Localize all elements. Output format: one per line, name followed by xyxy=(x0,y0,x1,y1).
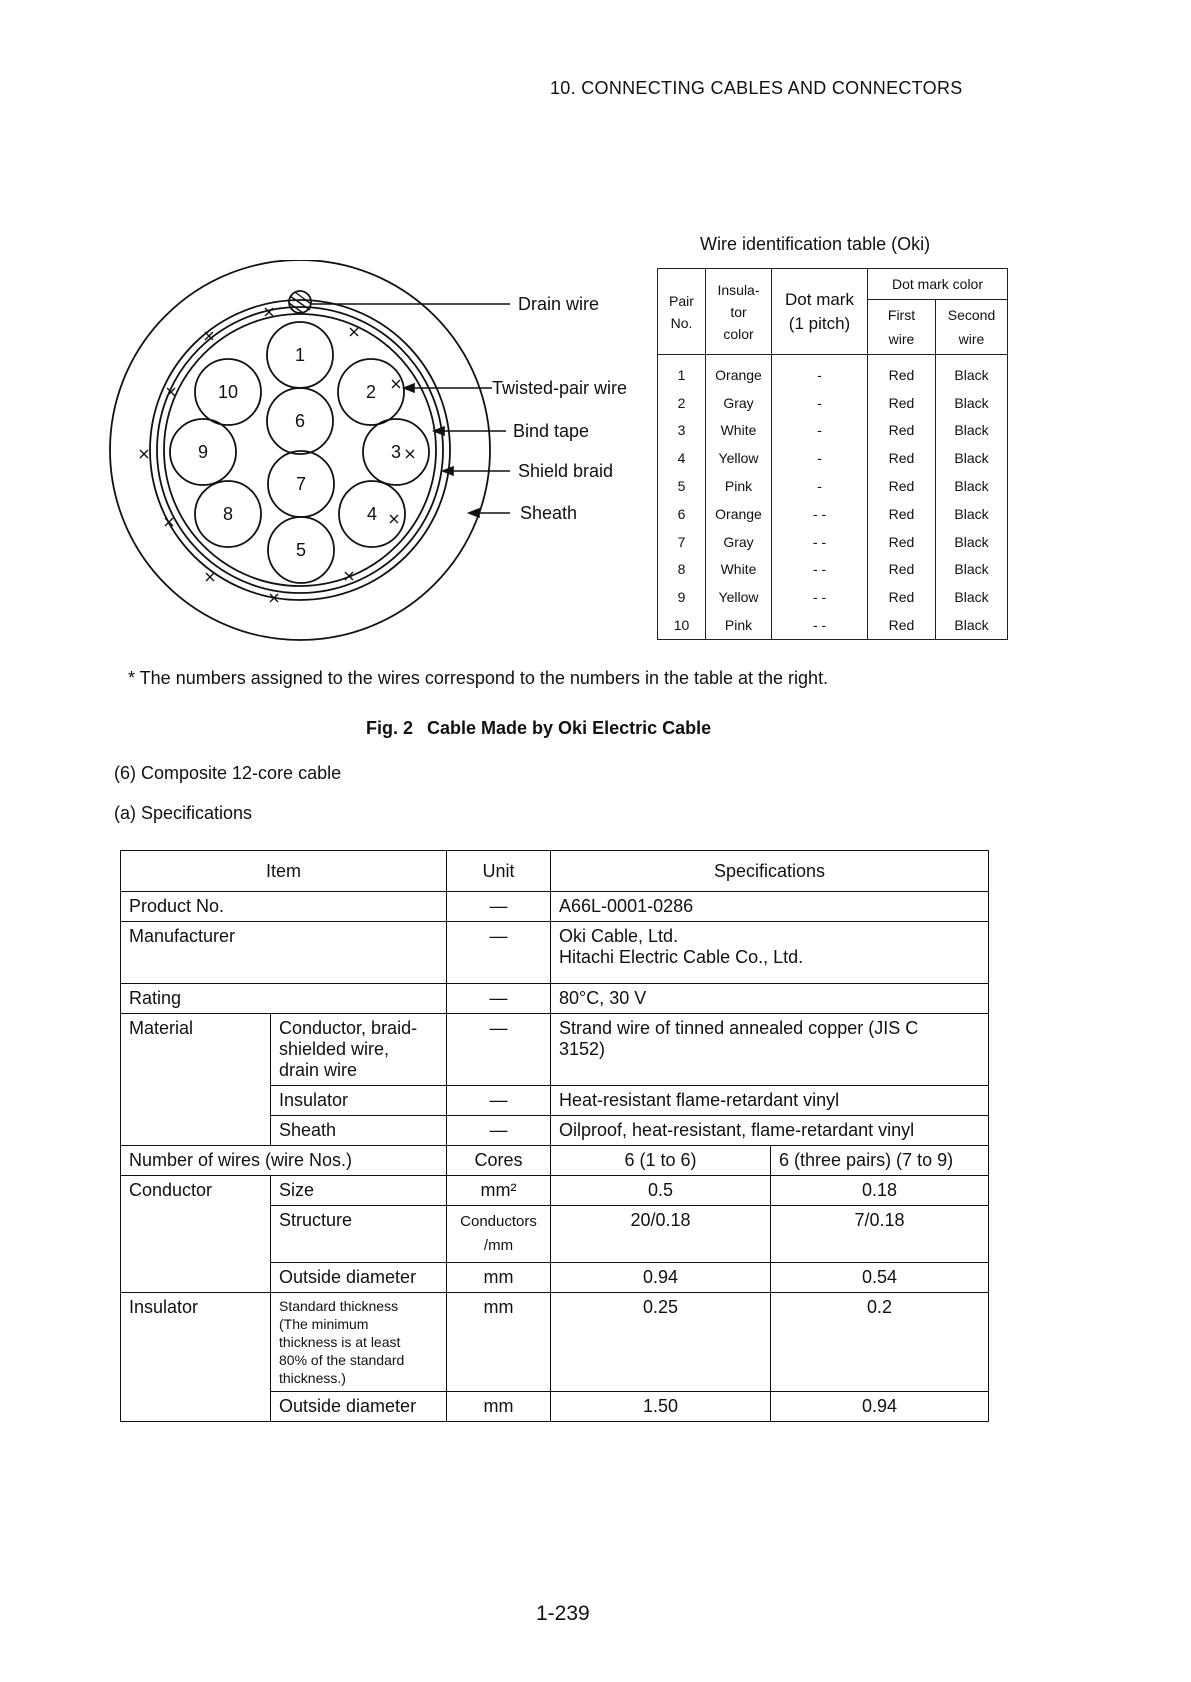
wire-table-cell-second: Black xyxy=(936,389,1008,417)
wire-table-cell-first: Red xyxy=(868,472,936,500)
wire-table-cell-second: Black xyxy=(936,583,1008,611)
row-insulator-thickness: Insulator Standard thickness (The minimum thickness is at least 80% of the standard thickness.) mm 0.25 0.2 xyxy=(121,1293,989,1392)
header-second-wire: Second wire xyxy=(936,300,1008,355)
header-pair-no: Pair No. xyxy=(658,269,706,355)
wire-table-title: Wire identification table (Oki) xyxy=(700,234,931,254)
wire-table-cell-color: Yellow xyxy=(706,444,772,472)
wire-table-cell-color: Pink xyxy=(706,611,772,639)
wire-table-cell-color: Pink xyxy=(706,472,772,500)
wire-number-4: 4 xyxy=(366,504,378,524)
wire-number-10: 10 xyxy=(217,382,239,402)
spec-header-specifications: Specifications xyxy=(551,851,989,892)
wire-number-7: 7 xyxy=(295,474,307,494)
wire-table-row xyxy=(658,417,1008,445)
row-conductor-outside-diameter: Outside diameter mm 0.94 0.54 xyxy=(121,1263,989,1293)
wire-table-cell-no: 1 xyxy=(658,355,706,389)
wire-identification-table xyxy=(657,268,1008,640)
wire-table-cell-dot: - - xyxy=(772,500,868,528)
label-twisted-pair-wire: Twisted-pair wire xyxy=(492,378,628,398)
wire-table-cell-no: 4 xyxy=(658,444,706,472)
wire-table-cell-color: Gray xyxy=(706,528,772,556)
wire-table-cell-color: Orange xyxy=(706,355,772,389)
wire-table-cell-dot: - xyxy=(772,444,868,472)
row-material-insulator: Insulator — Heat-resistant flame-retardant vinyl xyxy=(121,1086,989,1116)
specifications-table xyxy=(120,850,989,1422)
wire-number-2: 2 xyxy=(365,382,377,402)
figure-title: Cable Made by Oki Electric Cable xyxy=(427,718,712,738)
header-insulator-color: Insula- tor color xyxy=(706,269,772,355)
wire-table-cell-color: Gray xyxy=(706,389,772,417)
wire-table-cell-no: 9 xyxy=(658,583,706,611)
wire-table-cell-no: 6 xyxy=(658,500,706,528)
row-rating: Rating — 80°C, 30 V xyxy=(121,984,989,1014)
cable-cross-section-diagram xyxy=(100,260,660,660)
wire-table-cell-second: Black xyxy=(936,444,1008,472)
wire-table-row xyxy=(658,444,1008,472)
wire-number-6: 6 xyxy=(294,411,306,431)
wire-table-cell-first: Red xyxy=(868,528,936,556)
wire-table-cell-second: Black xyxy=(936,611,1008,639)
wire-number-8: 8 xyxy=(222,504,234,524)
wire-table-cell-dot: - xyxy=(772,472,868,500)
wire-table-cell-color: Orange xyxy=(706,500,772,528)
wire-table-cell-no: 10 xyxy=(658,611,706,639)
label-shield-braid: Shield braid xyxy=(518,461,614,481)
wire-table-cell-dot: - - xyxy=(772,528,868,556)
label-sheath: Sheath xyxy=(520,503,578,523)
wire-table-cell-first: Red xyxy=(868,611,936,639)
figure-number: Fig. 2 xyxy=(366,718,414,738)
wire-table-cell-second: Black xyxy=(936,528,1008,556)
wire-table-row xyxy=(658,472,1008,500)
wire-table-cell-second: Black xyxy=(936,556,1008,584)
header-first-wire: First wire xyxy=(868,300,936,355)
wire-number-1: 1 xyxy=(294,345,306,365)
row-conductor-structure: Structure Conductors /mm 20/0.18 7/0.18 xyxy=(121,1206,989,1263)
wire-table-cell-second: Black xyxy=(936,472,1008,500)
wire-table-row xyxy=(658,355,1008,389)
section-heading-a: (a) Specifications xyxy=(114,803,253,823)
wire-table-cell-dot: - xyxy=(772,417,868,445)
row-insulator-outside-diameter: Outside diameter mm 1.50 0.94 xyxy=(121,1392,989,1422)
wire-table-cell-second: Black xyxy=(936,355,1008,389)
row-material-sheath: Sheath — Oilproof, heat-resistant, flame-retardant vinyl xyxy=(121,1116,989,1146)
wire-table-cell-dot: - - xyxy=(772,611,868,639)
wire-table-cell-first: Red xyxy=(868,556,936,584)
row-manufacturer: Manufacturer — Oki Cable, Ltd. Hitachi Electric Cable Co., Ltd. xyxy=(121,922,989,984)
wire-table-row xyxy=(658,389,1008,417)
section-heading-6: (6) Composite 12-core cable xyxy=(114,763,342,783)
wire-table-cell-dot: - - xyxy=(772,583,868,611)
row-material-conductor: Material Conductor, braid- shielded wire, drain wire — Strand wire of tinned annealed copper (JIS C 3152) xyxy=(121,1014,989,1086)
header-dot-mark: Dot mark (1 pitch) xyxy=(772,269,868,355)
wire-table-cell-second: Black xyxy=(936,417,1008,445)
wire-number-5: 5 xyxy=(295,540,307,560)
figure-caption xyxy=(366,718,711,739)
wire-table-cell-first: Red xyxy=(868,583,936,611)
wire-table-cell-second: Black xyxy=(936,500,1008,528)
wire-table-row xyxy=(658,583,1008,611)
header-dot-mark-color: Dot mark color xyxy=(868,269,1008,300)
wire-table-cell-first: Red xyxy=(868,355,936,389)
wire-table-cell-dot: - xyxy=(772,389,868,417)
page-number: 1-239 xyxy=(536,1602,590,1625)
wire-table-row xyxy=(658,500,1008,528)
wire-table-cell-color: White xyxy=(706,556,772,584)
wire-table-cell-first: Red xyxy=(868,389,936,417)
row-product-no: Product No. — A66L-0001-0286 xyxy=(121,892,989,922)
wire-table-cell-dot: - xyxy=(772,355,868,389)
wire-table-row xyxy=(658,556,1008,584)
spec-header-item: Item xyxy=(121,851,447,892)
wire-table-cell-no: 8 xyxy=(658,556,706,584)
wire-number-9: 9 xyxy=(197,442,209,462)
running-header: 10. CONNECTING CABLES AND CONNECTORS xyxy=(550,78,963,98)
wire-table-cell-color: White xyxy=(706,417,772,445)
row-conductor-size: Conductor Size mm² 0.5 0.18 xyxy=(121,1176,989,1206)
footnote: * The numbers assigned to the wires correspond to the numbers in the table at the right. xyxy=(128,668,829,688)
wire-table-cell-dot: - - xyxy=(772,556,868,584)
wire-table-cell-first: Red xyxy=(868,417,936,445)
wire-number-3: 3 xyxy=(390,442,402,462)
wire-table-cell-no: 3 xyxy=(658,417,706,445)
label-drain-wire: Drain wire xyxy=(518,294,600,314)
row-number-of-wires: Number of wires (wire Nos.) Cores 6 (1 to 6) 6 (three pairs) (7 to 9) xyxy=(121,1146,989,1176)
wire-table-row xyxy=(658,611,1008,639)
spec-header-unit: Unit xyxy=(447,851,551,892)
wire-table-cell-no: 5 xyxy=(658,472,706,500)
wire-table-cell-no: 2 xyxy=(658,389,706,417)
wire-table-cell-no: 7 xyxy=(658,528,706,556)
wire-table-cell-first: Red xyxy=(868,444,936,472)
label-bind-tape: Bind tape xyxy=(513,421,590,441)
wire-table-row xyxy=(658,528,1008,556)
wire-table-cell-color: Yellow xyxy=(706,583,772,611)
wire-table-cell-first: Red xyxy=(868,500,936,528)
